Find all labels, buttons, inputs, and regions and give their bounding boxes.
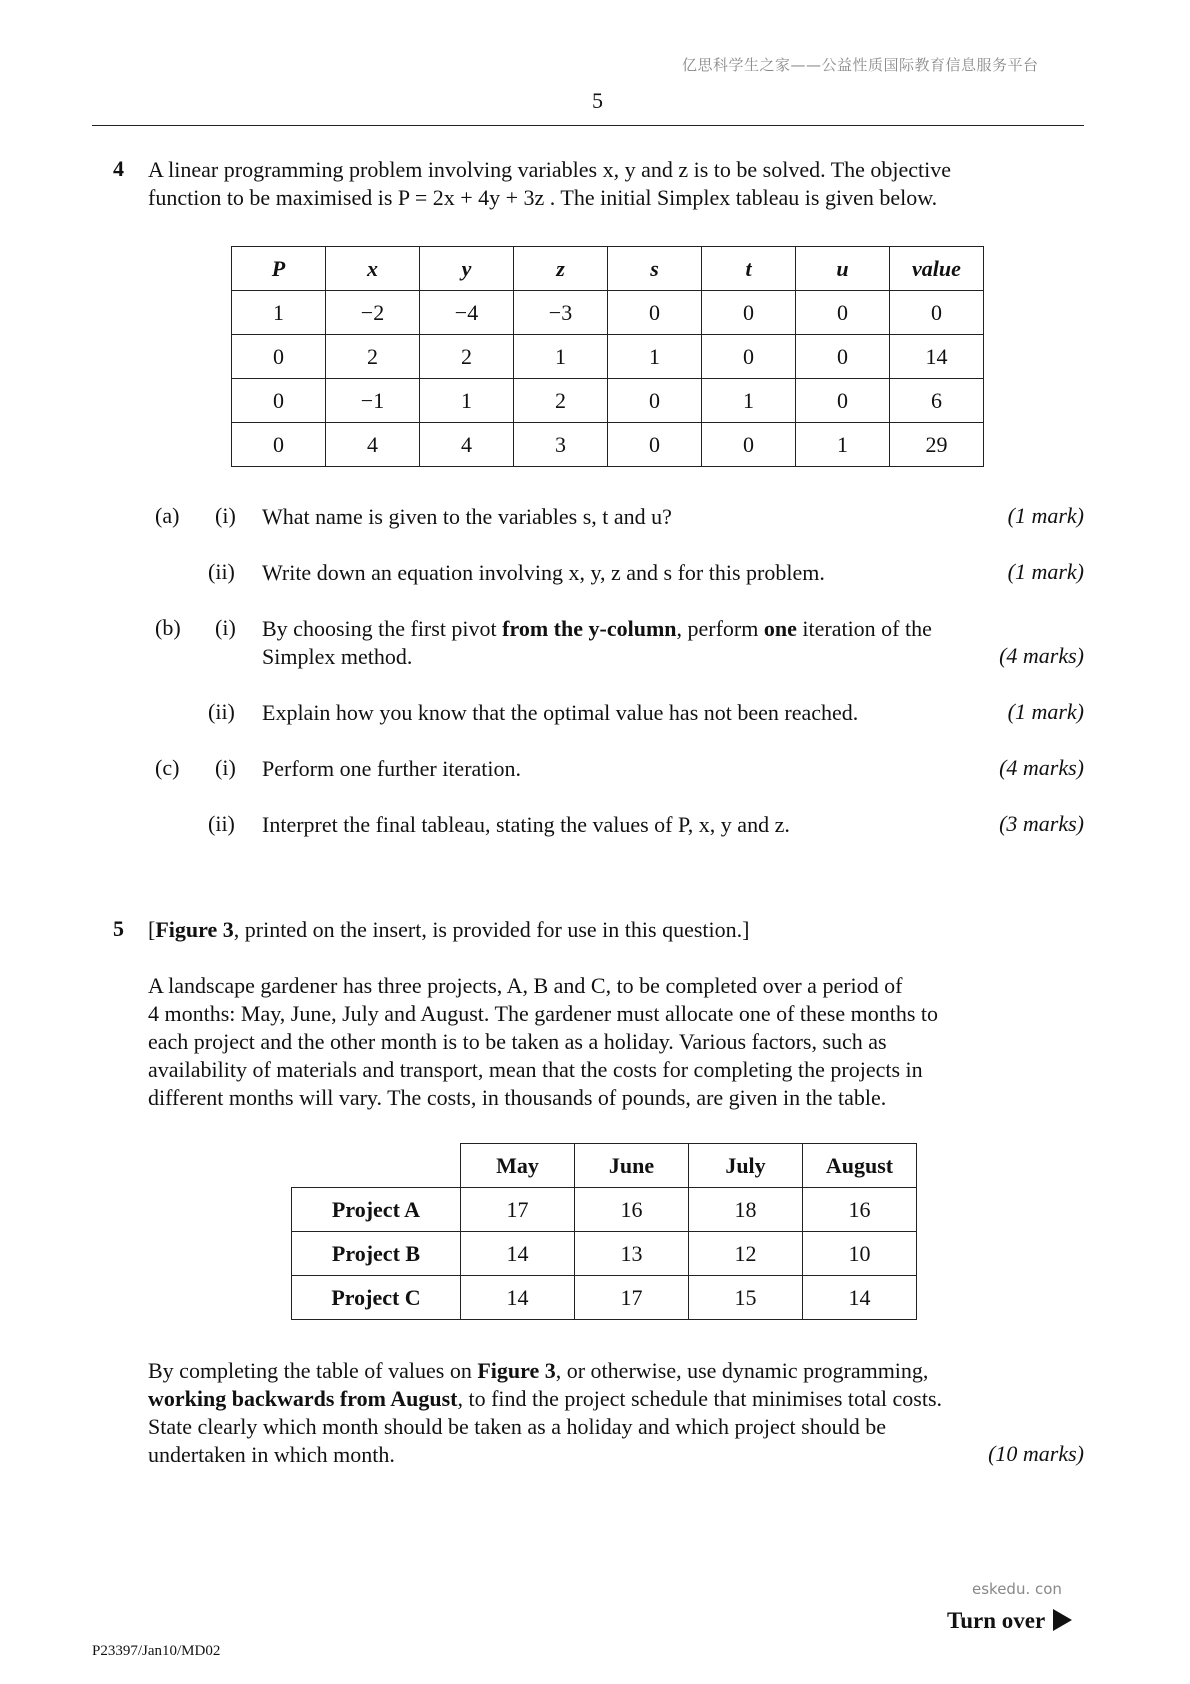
insert-note-post: , printed on the insert, is provided for use in this question.] <box>233 917 750 942</box>
tableau-cell: 0 <box>232 423 326 467</box>
question-5-para1-line1: A landscape gardener has three projects, A, B and C, to be completed over a period of <box>148 973 903 998</box>
cost-table-corner <box>292 1144 461 1188</box>
question-5-para1-line5: different months will vary. The costs, in thousands of pounds, are given in the table. <box>148 1085 887 1110</box>
part-a-i-text: What name is given to the variables s, t and u? <box>262 504 672 529</box>
tableau-header-cell: x <box>326 247 420 291</box>
part-a-ii-label: (ii) <box>208 559 235 584</box>
cost-table-cell: 16 <box>575 1188 689 1232</box>
question-4-intro-line1: A linear programming problem involving variables x, y and z is to be solved. The objective <box>148 157 952 182</box>
question-5-insert-note <box>148 916 749 944</box>
tableau-cell: 0 <box>232 379 326 423</box>
part-b-i-text-post: iteration of the <box>796 616 932 641</box>
part-b-ii-label: (ii) <box>208 699 235 724</box>
tableau-cell: −1 <box>326 379 420 423</box>
question-5-para1-line2: 4 months: May, June, July and August. The gardener must allocate one of these months to <box>148 1001 939 1026</box>
paper-code: P23397/Jan10/MD02 <box>92 1643 221 1659</box>
page-number: 5 <box>592 88 603 113</box>
tableau-cell: −3 <box>514 291 608 335</box>
question-4-intro-line2: function to be maximised is P = 2x + 4y + 3z . The initial Simplex tableau is given below. <box>148 185 938 210</box>
part-b-ii-marks: (1 mark) <box>1007 699 1084 724</box>
tableau-cell: 1 <box>608 335 702 379</box>
tableau-header-cell: P <box>232 247 326 291</box>
tableau-cell: 29 <box>890 423 984 467</box>
part-c-i-label: (i) <box>215 755 236 780</box>
question-5-para1-line3: each project and the other month is to be taken as a holiday. Various factors, such as <box>148 1029 887 1054</box>
cost-table-row <box>292 1276 917 1320</box>
cost-table-row-label: Project A <box>292 1188 461 1232</box>
part-a-label: (a) <box>155 503 180 528</box>
footer-watermark: eskedu. con <box>972 1580 1062 1598</box>
part-a-i-marks: (1 mark) <box>1007 503 1084 528</box>
tableau-row <box>232 379 984 423</box>
turn-over-label: Turn over <box>947 1608 1046 1633</box>
tableau-cell: 1 <box>702 379 796 423</box>
part-b-i-text-bold2: one <box>763 616 797 641</box>
part-b-i-text <box>262 615 932 643</box>
question-5-number: 5 <box>113 916 124 941</box>
cost-table-header-cell: May <box>461 1144 575 1188</box>
question-4-number: 4 <box>113 156 124 181</box>
tableau-header-cell: u <box>796 247 890 291</box>
tableau-header-cell: y <box>420 247 514 291</box>
cost-table-cell: 10 <box>803 1232 917 1276</box>
tableau-cell: 4 <box>326 423 420 467</box>
cost-table-cell: 18 <box>689 1188 803 1232</box>
final-line1-pre: By completing the table of values on <box>148 1358 478 1383</box>
final-line1-post: , or otherwise, use dynamic programming, <box>555 1358 929 1383</box>
tableau-cell: 1 <box>796 423 890 467</box>
part-a-i-label: (i) <box>215 503 236 528</box>
tableau-row <box>232 335 984 379</box>
tableau-cell: 0 <box>702 335 796 379</box>
tableau-cell: 2 <box>514 379 608 423</box>
tableau-cell: 0 <box>796 379 890 423</box>
tableau-cell: 0 <box>702 423 796 467</box>
tableau-row <box>232 291 984 335</box>
part-b-label: (b) <box>155 615 181 640</box>
cost-table-row <box>292 1232 917 1276</box>
cost-table <box>291 1143 917 1320</box>
tableau-cell: 0 <box>608 379 702 423</box>
cost-table-header-cell: August <box>803 1144 917 1188</box>
cost-table-cell: 13 <box>575 1232 689 1276</box>
part-b-i-text-mid: , perform <box>676 616 764 641</box>
simplex-tableau <box>231 246 984 467</box>
final-line2-post: , to find the project schedule that minimises total costs. <box>457 1386 942 1411</box>
part-c-i-text: Perform one further iteration. <box>262 756 522 781</box>
tableau-cell: 6 <box>890 379 984 423</box>
tableau-header-row <box>232 247 984 291</box>
cost-table-header-cell: July <box>689 1144 803 1188</box>
insert-note-pre: [ <box>148 917 156 942</box>
insert-note-figure: Figure 3 <box>155 917 234 942</box>
tableau-header-cell: t <box>702 247 796 291</box>
cost-table-cell: 14 <box>461 1232 575 1276</box>
tableau-cell: 1 <box>514 335 608 379</box>
part-b-i-text-pre: By choosing the first pivot <box>262 616 503 641</box>
turn-over <box>947 1608 1072 1634</box>
cost-table-header-row <box>292 1144 917 1188</box>
header-watermark: 亿思科学生之家——公益性质国际教育信息服务平台 <box>682 56 1039 74</box>
part-c-label: (c) <box>155 755 180 780</box>
cost-table-cell: 14 <box>803 1276 917 1320</box>
question-5-final-line2 <box>148 1385 942 1413</box>
tableau-cell: 0 <box>890 291 984 335</box>
question-5-final-line1 <box>148 1357 928 1385</box>
tableau-cell: 2 <box>420 335 514 379</box>
part-b-i-label: (i) <box>215 615 236 640</box>
part-b-i-text-line2: Simplex method. <box>262 644 413 669</box>
tableau-cell: 0 <box>608 291 702 335</box>
tableau-row <box>232 423 984 467</box>
tableau-cell: 1 <box>232 291 326 335</box>
tableau-header-cell: value <box>890 247 984 291</box>
cost-table-row-label: Project C <box>292 1276 461 1320</box>
tableau-cell: 0 <box>796 291 890 335</box>
part-b-i-text-bold1: from the y-column <box>502 616 677 641</box>
final-line2-bold: working backwards from August <box>148 1386 458 1411</box>
cost-table-cell: 17 <box>575 1276 689 1320</box>
part-c-i-marks: (4 marks) <box>999 755 1084 780</box>
question-5-final-line3: State clearly which month should be taken as a holiday and which project should be <box>148 1414 887 1439</box>
tableau-cell: −4 <box>420 291 514 335</box>
cost-table-cell: 16 <box>803 1188 917 1232</box>
tableau-cell: 0 <box>608 423 702 467</box>
cost-table-cell: 12 <box>689 1232 803 1276</box>
question-5-marks: (10 marks) <box>988 1441 1084 1466</box>
tableau-cell: −2 <box>326 291 420 335</box>
tableau-cell: 14 <box>890 335 984 379</box>
cost-table-row-label: Project B <box>292 1232 461 1276</box>
part-a-ii-text: Write down an equation involving x, y, z and s for this problem. <box>262 560 825 585</box>
tableau-cell: 4 <box>420 423 514 467</box>
tableau-cell: 0 <box>702 291 796 335</box>
cost-table-cell: 17 <box>461 1188 575 1232</box>
cost-table-cell: 15 <box>689 1276 803 1320</box>
final-line1-figure: Figure 3 <box>477 1358 556 1383</box>
question-5-final-line4: undertaken in which month. <box>148 1442 395 1467</box>
tableau-cell: 0 <box>796 335 890 379</box>
cost-table-header-cell: June <box>575 1144 689 1188</box>
tableau-cell: 3 <box>514 423 608 467</box>
tableau-header-cell: s <box>608 247 702 291</box>
tableau-cell: 2 <box>326 335 420 379</box>
question-5-para1-line4: availability of materials and transport, mean that the costs for completing the projects in <box>148 1057 923 1082</box>
part-c-ii-label: (ii) <box>208 811 235 836</box>
part-a-ii-marks: (1 mark) <box>1007 559 1084 584</box>
part-c-ii-text: Interpret the final tableau, stating the values of P, x, y and z. <box>262 812 790 837</box>
part-b-i-marks: (4 marks) <box>999 643 1084 668</box>
cost-table-cell: 14 <box>461 1276 575 1320</box>
tableau-header-cell: z <box>514 247 608 291</box>
part-c-ii-marks: (3 marks) <box>999 811 1084 836</box>
cost-table-row <box>292 1188 917 1232</box>
header-rule <box>92 125 1084 126</box>
tableau-cell: 0 <box>232 335 326 379</box>
right-triangle-icon <box>1053 1609 1072 1631</box>
tableau-cell: 1 <box>420 379 514 423</box>
part-b-ii-text: Explain how you know that the optimal value has not been reached. <box>262 700 859 725</box>
